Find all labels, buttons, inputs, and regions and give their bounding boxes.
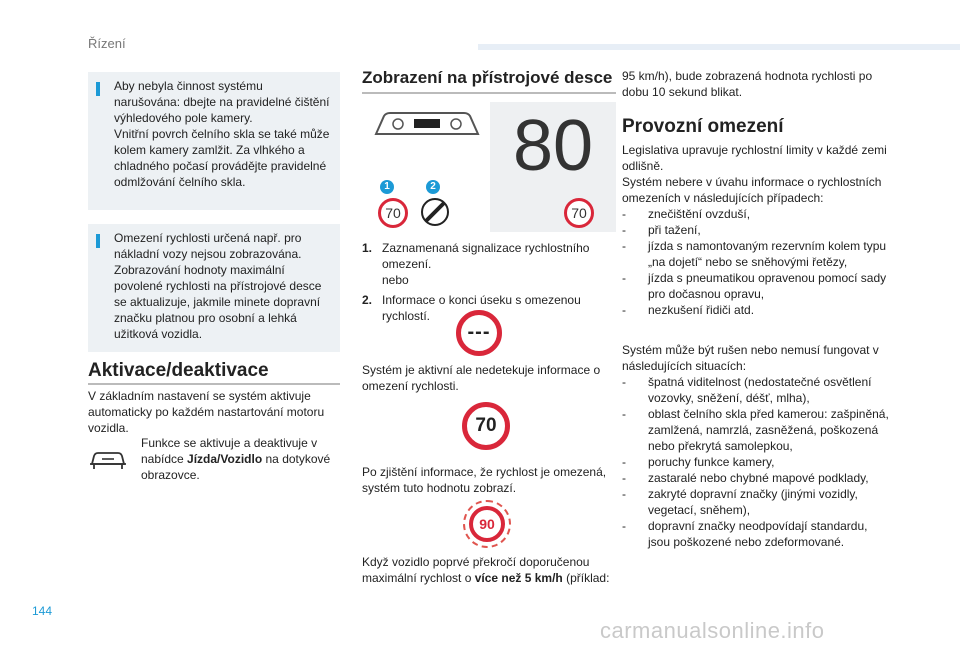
menu-path: Jízda/Vozidlo [187,452,263,466]
list-item: - jízda s namontovaným rezervním kolem typu „na dojetí“ nebo se sněhovými řetězy, [622,238,890,270]
list-item: - nezkušení řidiči atd. [622,302,890,318]
aktivace-paragraph: V základním nastavení se systém aktivuje automaticky po každém nastartování motoru vozidla. [88,389,325,435]
watermark: carmanualsonline.info [600,618,825,643]
list-item: - zakryté dopravní značky (jinými vozidly, vegetací, sněhem), [622,486,890,518]
speed-sign-left: 70 [378,198,408,228]
note-marker [96,234,100,248]
sign-no-info: --- [456,310,502,356]
heading-zobrazeni: Zobrazení na přístrojové desce [362,68,613,87]
list-number: 2. [362,293,373,307]
note-camera [88,72,340,210]
speed-sign-right: 70 [564,198,594,228]
list-item: - jízda s pneumatikou opravenou pomocí sady pro dočasnou opravu, [622,270,890,302]
interference-list [622,374,890,550]
note-text: Aby nebyla činnost systému narušována: dbejte na pravidelné čištění výhledového pole kamery. Vnitřní povrch čelního skla se také může kolem kamery zamlžit. Za vlhkého a chladného počasí provádějte pravidelné odmlžování čelního skla. [114,79,330,189]
provozni-intro: Legislativa upravuje rychlostní limity v každé zemi odlišně. Systém nebere v úvahu informace o rychlostních omezeních v následujících případech: [622,143,887,205]
limits-list [622,206,890,318]
list-item: - znečištění ovzduší, [622,206,890,222]
note-trucks [88,224,340,352]
caption-90-bold: více než 5 km/h [474,571,563,585]
caption-no-info: Systém je aktivní ale nedetekuje informace o omezení rychlosti. [362,363,601,393]
note-text: Omezení rychlosti určená např. pro nákladní vozy nejsou zobrazována. Zobrazování hodnoty maximální povolené rychlosti na přístrojové desce se aktualizuje, jakmile minete dopravní značku platnou pro osobní a lehká užitková vozidla. [114,231,322,341]
caption-90-text: Když vozidlo poprvé překročí doporučenou maximální rychlost o [362,555,590,585]
list-number: 1. [362,241,373,255]
car-settings-icon [88,446,128,472]
list-item: - dopravní značky neodpovídají standardu, jsou poškozené nebo zdeformované. [622,518,890,550]
provozni-section [622,142,890,318]
continuation-text: 95 km/h), bude zobrazená hodnota rychlosti po dobu 10 sekund blikat. [622,69,873,99]
badge-2: 2 [426,180,440,194]
list-item: - špatná viditelnost (nedostatečné osvětlení vozovky, sněžení, déšť, mlha), [622,374,890,406]
interference-intro: Systém může být rušen nebo nemusí fungovat v následujících situacích: [622,343,879,373]
heading-aktivace: Aktivace/deaktivace [88,360,269,381]
sign-70: 70 [462,402,510,450]
interference-section [622,342,890,550]
caption-90 [362,554,622,586]
heading-rule [362,92,616,94]
list-item: - zastaralé nebo chybné mapové podklady, [622,470,890,486]
caption-90-end: (příklad: [562,571,610,585]
list-text: Zaznamenaná signalizace rychlostního omezení. nebo [382,241,590,287]
section-label: Řízení [88,36,126,51]
heading-provozni: Provozní omezení [622,116,784,137]
funkce-text: Funkce se aktivuje a deaktivuje v nabídce [141,436,318,466]
page-number: 144 [32,604,53,618]
sign-90: 90 [469,506,505,542]
header-rule [478,44,960,50]
caption-70: Po zjištění informace, že rychlost je omezená, systém tuto hodnotu zobrazí. [362,465,607,495]
instrument-cluster-icon [372,108,482,140]
display-speed: 80 [512,106,594,186]
list-item: - oblast čelního skla před kamerou: zašpiněná, zamlžená, namrzlá, zasněžená, poškozená nebo překrytá samolepkou, [622,406,890,454]
badge-1: 1 [380,180,394,194]
list-item: - při tažení, [622,222,890,238]
list-text: Informace o konci úseku s omezenou rychlostí. [382,293,581,323]
funkce-text-end: na dotykové obrazovce. [141,452,331,482]
note-marker [96,82,100,96]
list-item [362,240,602,288]
funkce-paragraph [141,435,341,483]
list-item: - poruchy funkce kamery, [622,454,890,470]
heading-rule [88,383,340,385]
end-of-limit-icon [420,197,450,227]
